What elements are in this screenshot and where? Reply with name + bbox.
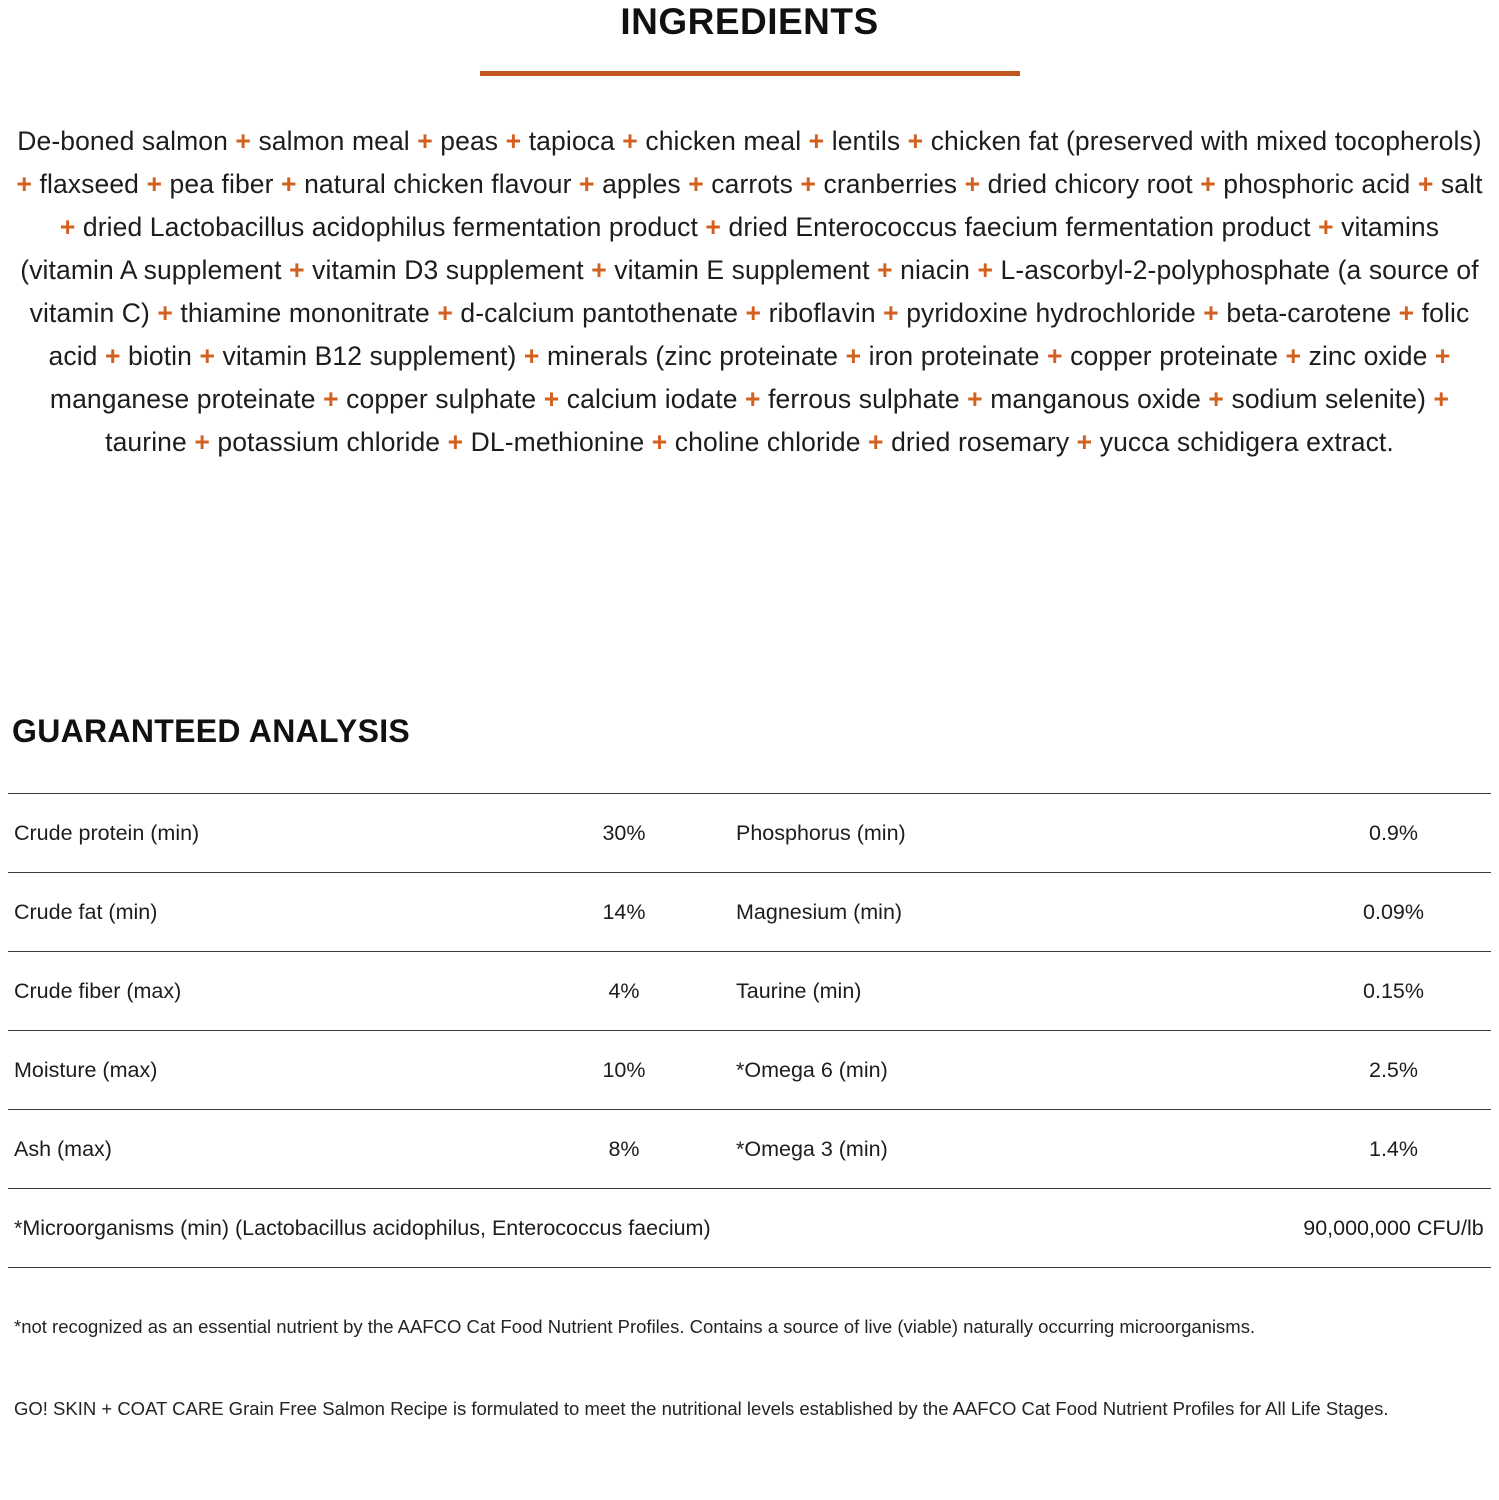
ingredient-separator: + bbox=[869, 254, 901, 285]
nutrient-label: Taurine (min) bbox=[734, 951, 1296, 1030]
ingredient-item: niacin bbox=[900, 254, 970, 285]
ingredient-item: thiamine mononitrate bbox=[180, 297, 430, 328]
table-row bbox=[8, 1188, 1491, 1267]
ingredient-item: potassium chloride bbox=[217, 426, 441, 457]
ingredient-separator: + bbox=[1278, 340, 1309, 371]
ingredient-item: manganous oxide bbox=[990, 383, 1201, 414]
ingredient-item: chicken meal bbox=[645, 125, 802, 156]
nutrient-value: 8% bbox=[514, 1109, 734, 1188]
ingredients-list bbox=[16, 120, 1483, 464]
nutrient-label: Phosphorus (min) bbox=[734, 793, 1296, 872]
ingredient-item: calcium iodate bbox=[566, 383, 738, 414]
nutrient-value: 14% bbox=[514, 872, 734, 951]
ingredient-item: vitamin E supplement bbox=[614, 254, 870, 285]
ingredient-separator: + bbox=[583, 254, 615, 285]
ingredient-item: copper proteinate bbox=[1070, 340, 1279, 371]
ingredient-item: L-ascorbyl-2-polyphosphate (a source of vitamin C) bbox=[29, 254, 1479, 328]
ingredient-separator: + bbox=[1195, 297, 1227, 328]
ingredient-item: vitamin B12 supplement) bbox=[222, 340, 517, 371]
nutrient-value: 10% bbox=[514, 1030, 734, 1109]
ingredient-item: beta-carotene bbox=[1226, 297, 1392, 328]
ingredient-separator: + bbox=[1039, 340, 1071, 371]
ingredient-item: biotin bbox=[128, 340, 192, 371]
ingredient-item: phosphoric acid bbox=[1223, 168, 1411, 199]
ingredient-separator: + bbox=[644, 426, 675, 457]
ingredient-item: dried chicory root bbox=[987, 168, 1193, 199]
ingredient-item: salmon meal bbox=[258, 125, 410, 156]
ingredients-section bbox=[8, 0, 1491, 464]
ingredient-item: dried rosemary bbox=[891, 426, 1070, 457]
ingredient-item: carrots bbox=[711, 168, 793, 199]
ingredient-item: chicken fat (preserved with mixed tocopherols) bbox=[930, 125, 1482, 156]
ingredient-item: d-calcium pantothenate bbox=[460, 297, 739, 328]
ingredient-item: De-boned salmon bbox=[17, 125, 228, 156]
table-row bbox=[8, 1030, 1491, 1109]
ingredient-item: tapioca bbox=[528, 125, 615, 156]
ingredient-separator: + bbox=[860, 426, 892, 457]
nutrient-value: 0.9% bbox=[1296, 793, 1491, 872]
ingredient-item: zinc oxide bbox=[1308, 340, 1428, 371]
ingredient-separator: + bbox=[149, 297, 181, 328]
ingredient-separator: + bbox=[1310, 211, 1342, 242]
aafco-disclaimer: GO! SKIN + COAT CARE Grain Free Salmon Recipe is formulated to meet the nutritional levels established by the AAFCO Cat Food Nutrient Profiles for All Life Stages. bbox=[14, 1397, 1389, 1419]
ingredient-item: ferrous sulphate bbox=[768, 383, 960, 414]
ingredient-separator: + bbox=[1069, 426, 1100, 457]
nutrient-label: *Omega 3 (min) bbox=[734, 1109, 1296, 1188]
ingredients-heading: INGREDIENTS bbox=[620, 1, 879, 42]
table-row bbox=[8, 793, 1491, 872]
ingredient-item: cranberries bbox=[823, 168, 958, 199]
ingredient-separator: + bbox=[1391, 297, 1422, 328]
ingredient-item: dried Lactobacillus acidophilus fermentation product bbox=[82, 211, 698, 242]
ingredient-separator: + bbox=[281, 254, 313, 285]
nutrient-label: Moisture (max) bbox=[8, 1030, 514, 1109]
ingredient-separator: + bbox=[614, 125, 646, 156]
ingredient-item: flaxseed bbox=[39, 168, 140, 199]
ingredient-separator: + bbox=[1410, 168, 1441, 199]
ingredient-separator: + bbox=[315, 383, 347, 414]
table-row bbox=[8, 872, 1491, 951]
ingredient-separator: + bbox=[957, 168, 988, 199]
ingredient-item: iron proteinate bbox=[868, 340, 1040, 371]
nutrient-value: 0.09% bbox=[1296, 872, 1491, 951]
guaranteed-analysis-table bbox=[8, 793, 1491, 1268]
ingredient-item: copper sulphate bbox=[346, 383, 537, 414]
nutrient-label: *Omega 6 (min) bbox=[734, 1030, 1296, 1109]
title-underline-rule bbox=[480, 71, 1020, 76]
ingredient-separator: + bbox=[536, 383, 567, 414]
ingredient-separator: + bbox=[571, 168, 603, 199]
ingredient-separator: + bbox=[838, 340, 869, 371]
ingredient-separator: + bbox=[227, 125, 259, 156]
ingredient-separator: + bbox=[429, 297, 461, 328]
ingredient-item: apples bbox=[602, 168, 681, 199]
ingredient-separator: + bbox=[16, 168, 40, 199]
ingredient-item: pyridoxine hydrochloride bbox=[906, 297, 1196, 328]
ingredient-separator: + bbox=[697, 211, 729, 242]
ingredient-item: riboflavin bbox=[768, 297, 876, 328]
ingredient-item: vitamins (vitamin A supplement bbox=[20, 211, 1440, 285]
ingredient-separator: + bbox=[498, 125, 529, 156]
ingredient-item: dried Enterococcus faecium fermentation product bbox=[728, 211, 1311, 242]
ingredient-item: peas bbox=[440, 125, 499, 156]
nutrient-label: Magnesium (min) bbox=[734, 872, 1296, 951]
ingredient-separator: + bbox=[1200, 383, 1232, 414]
ingredient-item: minerals (zinc proteinate bbox=[546, 340, 839, 371]
ingredient-separator: + bbox=[191, 340, 223, 371]
ingredient-separator: + bbox=[409, 125, 441, 156]
ingredient-separator: + bbox=[440, 426, 471, 457]
nutrient-value: 30% bbox=[514, 793, 734, 872]
nutrient-value: 0.15% bbox=[1296, 951, 1491, 1030]
nutrient-label: Crude fat (min) bbox=[8, 872, 514, 951]
ingredient-separator: + bbox=[1192, 168, 1224, 199]
ingredient-separator: + bbox=[959, 383, 991, 414]
ingredient-separator: + bbox=[900, 125, 931, 156]
ingredient-item: vitamin D3 supplement bbox=[312, 254, 584, 285]
nutrient-value: 4% bbox=[514, 951, 734, 1030]
ingredient-separator: + bbox=[738, 297, 769, 328]
ingredient-separator: + bbox=[516, 340, 547, 371]
ingredient-item: lentils bbox=[831, 125, 901, 156]
table-row bbox=[8, 1109, 1491, 1188]
ingredient-separator: + bbox=[139, 168, 170, 199]
ingredient-item: choline chloride bbox=[674, 426, 861, 457]
ingredient-item: pea fiber bbox=[169, 168, 274, 199]
ingredient-item: folic acid bbox=[48, 297, 1470, 371]
ingredient-item: salt bbox=[1440, 168, 1483, 199]
nutrient-value: 2.5% bbox=[1296, 1030, 1491, 1109]
ingredient-separator: + bbox=[273, 168, 305, 199]
microorganisms-label: *Microorganisms (min) (Lactobacillus acidophilus, Enterococcus faecium) bbox=[8, 1188, 1296, 1267]
ingredient-separator: + bbox=[970, 254, 1001, 285]
guaranteed-analysis-heading: GUARANTEED ANALYSIS bbox=[12, 712, 411, 749]
ingredient-item: taurine bbox=[105, 426, 187, 457]
ingredient-separator: + bbox=[801, 125, 832, 156]
nutrient-label: Crude protein (min) bbox=[8, 793, 514, 872]
ingredient-separator: + bbox=[737, 383, 769, 414]
ingredient-separator: + bbox=[680, 168, 712, 199]
ingredient-separator: + bbox=[792, 168, 824, 199]
ingredient-item: yucca schidigera extract. bbox=[1099, 426, 1394, 457]
ingredient-item: manganese proteinate bbox=[49, 383, 316, 414]
ingredient-separator: + bbox=[59, 211, 83, 242]
nutrient-label: Ash (max) bbox=[8, 1109, 514, 1188]
ingredient-item: natural chicken flavour bbox=[304, 168, 572, 199]
ingredient-separator: + bbox=[1427, 340, 1451, 371]
ingredient-separator: + bbox=[97, 340, 129, 371]
ingredient-separator: + bbox=[186, 426, 218, 457]
ingredient-item: DL-methionine bbox=[470, 426, 645, 457]
table-row bbox=[8, 951, 1491, 1030]
nutrient-label: Crude fiber (max) bbox=[8, 951, 514, 1030]
ingredient-item: sodium selenite) bbox=[1231, 383, 1427, 414]
guaranteed-analysis-footnote: *not recognized as an essential nutrient by the AAFCO Cat Food Nutrient Profiles. Contains a source of live (viable) naturally occurring microorganisms. bbox=[14, 1315, 1256, 1337]
nutrient-value: 1.4% bbox=[1296, 1109, 1491, 1188]
microorganisms-value: 90,000,000 CFU/lb bbox=[1296, 1188, 1491, 1267]
guaranteed-analysis-section bbox=[8, 714, 1491, 1424]
ingredient-separator: + bbox=[1426, 383, 1450, 414]
ingredient-separator: + bbox=[875, 297, 907, 328]
